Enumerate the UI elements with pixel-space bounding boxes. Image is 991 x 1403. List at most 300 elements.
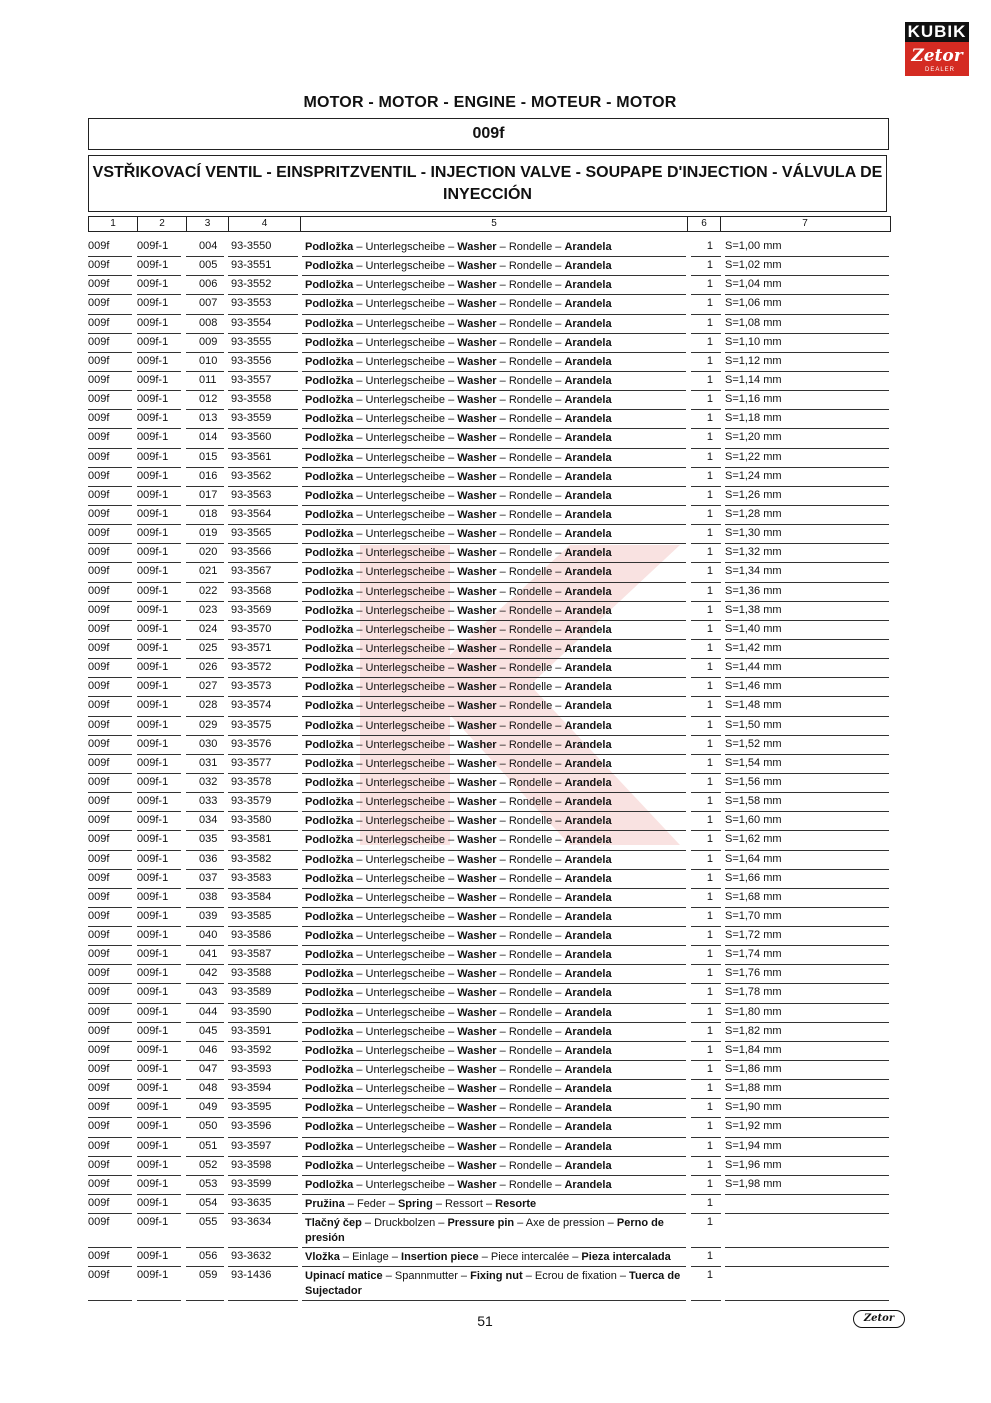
name-cz: Podložka [305, 1121, 354, 1134]
cell-quantity [691, 927, 721, 946]
cell-description: Podložka – Unterlegscheibe – Washer – Rondelle – Arandela [302, 238, 686, 257]
name-fr: Rondelle [508, 834, 553, 847]
cell-quantity [691, 697, 721, 716]
name-de: Unterlegscheibe [365, 489, 446, 502]
cell-part-number [228, 353, 298, 372]
part-number: 93-3556 [231, 354, 272, 367]
note: S=1,52 mm [725, 737, 782, 750]
group-code: 009f [88, 641, 110, 654]
cell-note [725, 831, 889, 850]
name-cz: Podložka [305, 719, 354, 732]
note: S=1,04 mm [725, 278, 782, 291]
cell-quantity [691, 755, 721, 774]
cell-position [186, 927, 224, 946]
cell-group [88, 908, 132, 927]
figure-code: 009f-1 [137, 1139, 169, 1152]
cell-description: Podložka – Unterlegscheibe – Washer – Rondelle – Arandela [302, 1157, 686, 1176]
logo-zetor-text: Zetor [911, 46, 963, 66]
page-number: 51 [477, 1313, 493, 1329]
cell-quantity [691, 334, 721, 353]
part-number: 93-3590 [231, 1005, 272, 1018]
note: S=1,28 mm [725, 507, 782, 520]
cell-figure [137, 391, 181, 410]
name-de: Unterlegscheibe [365, 891, 446, 904]
cell-figure [137, 1080, 181, 1099]
cell-description: Podložka – Unterlegscheibe – Washer – Rondelle – Arandela [302, 1004, 686, 1023]
cell-position [186, 1267, 224, 1301]
note: S=1,58 mm [725, 795, 782, 808]
name-de: Unterlegscheibe [365, 930, 446, 943]
name-de: Unterlegscheibe [365, 547, 446, 560]
name-es: Arandela [564, 796, 612, 809]
cell-description: Podložka – Unterlegscheibe – Washer – Rondelle – Arandela [302, 870, 686, 889]
cell-note [725, 1004, 889, 1023]
part-number: 93-3599 [231, 1177, 272, 1190]
cell-group [88, 927, 132, 946]
position-number: 056 [199, 1250, 218, 1263]
cell-description: Podložka – Unterlegscheibe – Washer – Rondelle – Arandela [302, 506, 686, 525]
table-row [88, 908, 889, 927]
name-cz: Upinací matice [305, 1270, 383, 1283]
cell-description: Podložka – Unterlegscheibe – Washer – Rondelle – Arandela [302, 372, 686, 391]
cell-figure [137, 984, 181, 1003]
cell-group [88, 736, 132, 755]
name-en: Washer [457, 776, 497, 789]
quantity: 1 [706, 1269, 713, 1282]
cell-group [88, 1195, 132, 1214]
position-number: 055 [199, 1216, 218, 1229]
cell-description: Podložka – Unterlegscheibe – Washer – Rondelle – Arandela [302, 602, 686, 621]
group-code: 009f [88, 756, 110, 769]
name-de: Unterlegscheibe [365, 566, 446, 579]
name-en: Washer [457, 757, 497, 770]
name-de: Unterlegscheibe [365, 623, 446, 636]
part-number: 93-3592 [231, 1043, 272, 1056]
cell-note [725, 946, 889, 965]
cell-note [725, 678, 889, 697]
quantity: 1 [706, 335, 713, 348]
name-de: Unterlegscheibe [365, 834, 446, 847]
cell-part-number [228, 984, 298, 1003]
name-de: Unterlegscheibe [365, 585, 446, 598]
cell-group [88, 295, 132, 314]
name-fr: Rondelle [508, 279, 553, 292]
quantity: 1 [706, 393, 713, 406]
cell-position [186, 1118, 224, 1137]
footer-zetor-logo: Zetor [853, 1310, 905, 1328]
name-fr: Rondelle [508, 1083, 553, 1096]
table-row [88, 602, 889, 621]
note: S=1,96 mm [725, 1158, 782, 1171]
group-code: 009f [88, 1158, 110, 1171]
cell-description: Podložka – Unterlegscheibe – Washer – Rondelle – Arandela [302, 1061, 686, 1080]
note: S=1,60 mm [725, 814, 782, 827]
name-de: Unterlegscheibe [365, 1102, 446, 1115]
name-fr: Rondelle [508, 738, 553, 751]
name-es: Arandela [564, 700, 612, 713]
cell-group [88, 315, 132, 334]
cell-position [186, 1157, 224, 1176]
name-de: Unterlegscheibe [365, 394, 446, 407]
figure-code: 009f-1 [137, 373, 169, 386]
name-de: Unterlegscheibe [365, 853, 446, 866]
quantity: 1 [706, 316, 713, 329]
cell-position [186, 276, 224, 295]
note: S=1,78 mm [725, 986, 782, 999]
cell-quantity [691, 487, 721, 506]
cell-group [88, 525, 132, 544]
cell-figure [137, 908, 181, 927]
cell-part-number [228, 831, 298, 850]
table-row [88, 1214, 889, 1248]
cell-group [88, 1023, 132, 1042]
part-number: 93-3593 [231, 1063, 272, 1076]
cell-figure [137, 1214, 181, 1248]
cell-part-number [228, 1099, 298, 1118]
figure-code: 009f-1 [137, 775, 169, 788]
cell-group [88, 429, 132, 448]
note: S=1,00 mm [725, 240, 782, 252]
name-cz: Podložka [305, 662, 354, 675]
name-en: Washer [457, 815, 497, 828]
cell-group [88, 583, 132, 602]
table-row [88, 755, 889, 774]
cell-figure [137, 525, 181, 544]
cell-quantity [691, 659, 721, 678]
cell-group [88, 1099, 132, 1118]
cell-quantity [691, 640, 721, 659]
cell-note [725, 1061, 889, 1080]
cell-description: Tlačný čep – Druckbolzen – Pressure pin – Axe de pression – Perno de presión [302, 1214, 686, 1248]
name-es: Tuerca de Sujectador [305, 1270, 681, 1298]
cell-quantity [691, 984, 721, 1003]
table-row [88, 1157, 889, 1176]
name-fr: Rondelle [508, 815, 553, 828]
part-number: 93-3555 [231, 335, 272, 348]
group-code: 009f [88, 488, 110, 501]
note: S=1,16 mm [725, 393, 782, 406]
name-es: Arandela [564, 623, 612, 636]
cell-figure [137, 717, 181, 736]
cell-figure [137, 372, 181, 391]
table-row [88, 1080, 889, 1099]
cell-position [186, 372, 224, 391]
quantity: 1 [706, 1043, 713, 1056]
name-en: Washer [457, 623, 497, 636]
cell-figure [137, 315, 181, 334]
table-row [88, 353, 889, 372]
name-de: Einlage [352, 1251, 389, 1264]
cell-quantity [691, 946, 721, 965]
name-fr: Rondelle [508, 432, 553, 445]
cell-figure [137, 1267, 181, 1301]
cell-part-number [228, 697, 298, 716]
position-number: 027 [199, 680, 218, 693]
name-fr: Rondelle [508, 1159, 553, 1172]
name-cz: Podložka [305, 1140, 354, 1153]
quantity: 1 [706, 1250, 713, 1263]
name-de: Unterlegscheibe [365, 260, 446, 273]
cell-quantity [691, 678, 721, 697]
name-cz: Podložka [305, 872, 354, 885]
name-fr: Rondelle [508, 374, 553, 387]
cell-position [186, 525, 224, 544]
cell-description: Pružina – Feder – Spring – Ressort – Resorte [302, 1195, 686, 1214]
cell-note [725, 621, 889, 640]
position-number: 010 [199, 354, 218, 367]
cell-part-number [228, 583, 298, 602]
cell-position [186, 697, 224, 716]
part-number: 93-1436 [231, 1269, 272, 1282]
name-cz: Podložka [305, 853, 354, 866]
note: S=1,50 mm [725, 718, 782, 731]
cell-figure [137, 602, 181, 621]
cell-note [725, 697, 889, 716]
cell-figure [137, 640, 181, 659]
name-fr: Rondelle [508, 298, 553, 311]
name-cz: Podložka [305, 796, 354, 809]
position-number: 031 [199, 756, 218, 769]
name-fr: Rondelle [508, 604, 553, 617]
note: S=1,86 mm [725, 1063, 782, 1076]
part-number: 93-3589 [231, 986, 272, 999]
group-code: 009f [88, 814, 110, 827]
cell-quantity [691, 774, 721, 793]
note: S=1,44 mm [725, 661, 782, 674]
name-fr: Rondelle [508, 394, 553, 407]
name-cz: Podložka [305, 298, 354, 311]
name-de: Unterlegscheibe [365, 508, 446, 521]
cell-note [725, 391, 889, 410]
name-es: Arandela [564, 1025, 612, 1038]
note: S=1,26 mm [725, 488, 782, 501]
table-row [88, 717, 889, 736]
cell-description: Podložka – Unterlegscheibe – Washer – Rondelle – Arandela [302, 678, 686, 697]
table-row [88, 295, 889, 314]
name-cz: Podložka [305, 355, 354, 368]
cell-description: Podložka – Unterlegscheibe – Washer – Rondelle – Arandela [302, 1080, 686, 1099]
name-es: Arandela [564, 681, 612, 694]
part-number: 93-3577 [231, 756, 272, 769]
cell-position [186, 678, 224, 697]
cell-position [186, 1176, 224, 1195]
name-en: Washer [457, 1159, 497, 1172]
name-fr: Rondelle [508, 355, 553, 368]
figure-code: 009f-1 [137, 737, 169, 750]
name-de: Unterlegscheibe [365, 662, 446, 675]
name-de: Unterlegscheibe [365, 681, 446, 694]
note: S=1,64 mm [725, 852, 782, 865]
position-number: 048 [199, 1082, 218, 1095]
quantity: 1 [706, 412, 713, 425]
cell-position [186, 295, 224, 314]
quantity: 1 [706, 967, 713, 980]
cell-group [88, 238, 132, 257]
cell-part-number [228, 736, 298, 755]
name-fr: Rondelle [508, 700, 553, 713]
note: S=1,12 mm [725, 354, 782, 367]
cell-part-number [228, 870, 298, 889]
position-number: 038 [199, 890, 218, 903]
cell-note [725, 602, 889, 621]
name-en: Washer [457, 355, 497, 368]
cell-description: Podložka – Unterlegscheibe – Washer – Rondelle – Arandela [302, 487, 686, 506]
group-code: 009f [88, 1216, 110, 1229]
cell-part-number [228, 544, 298, 563]
cell-quantity [691, 525, 721, 544]
part-number: 93-3586 [231, 929, 272, 942]
cell-note [725, 410, 889, 429]
name-de: Unterlegscheibe [365, 1044, 446, 1057]
name-es: Arandela [564, 547, 612, 560]
table-row [88, 487, 889, 506]
name-de: Unterlegscheibe [365, 1121, 446, 1134]
quantity: 1 [706, 603, 713, 616]
name-en: Washer [457, 585, 497, 598]
cell-note [725, 736, 889, 755]
note: S=1,18 mm [725, 412, 782, 425]
cell-part-number [228, 1118, 298, 1137]
cell-note [725, 984, 889, 1003]
cell-note [725, 1138, 889, 1157]
table-row [88, 812, 889, 831]
table-row [88, 678, 889, 697]
quantity: 1 [706, 1177, 713, 1190]
cell-figure [137, 851, 181, 870]
name-en: Washer [457, 1044, 497, 1057]
group-code: 009f [88, 833, 110, 846]
position-number: 015 [199, 450, 218, 463]
position-number: 030 [199, 737, 218, 750]
name-en: Washer [457, 336, 497, 349]
cell-group [88, 1061, 132, 1080]
name-cz: Podložka [305, 738, 354, 751]
cell-part-number [228, 315, 298, 334]
note: S=1,80 mm [725, 1005, 782, 1018]
name-fr: Rondelle [508, 796, 553, 809]
figure-code: 009f-1 [137, 699, 169, 712]
cell-position [186, 468, 224, 487]
figure-code: 009f-1 [137, 412, 169, 425]
cell-part-number [228, 889, 298, 908]
figure-code: 009f-1 [137, 546, 169, 559]
name-en: Washer [457, 604, 497, 617]
name-en: Washer [457, 1006, 497, 1019]
name-cz: Podložka [305, 508, 354, 521]
name-es: Arandela [564, 910, 612, 923]
name-fr: Rondelle [508, 528, 553, 541]
cell-part-number [228, 1248, 298, 1267]
part-number: 93-3574 [231, 699, 272, 712]
part-number: 93-3560 [231, 431, 272, 444]
name-cz: Podložka [305, 1025, 354, 1038]
cell-quantity [691, 1248, 721, 1267]
name-en: Fixing nut [470, 1270, 523, 1283]
cell-description: Podložka – Unterlegscheibe – Washer – Rondelle – Arandela [302, 812, 686, 831]
cell-note [725, 717, 889, 736]
position-number: 025 [199, 641, 218, 654]
table-row [88, 449, 889, 468]
cell-figure [137, 621, 181, 640]
cell-group [88, 870, 132, 889]
quantity: 1 [706, 259, 713, 272]
note: S=1,82 mm [725, 1024, 782, 1037]
name-fr: Rondelle [508, 451, 553, 464]
position-number: 042 [199, 967, 218, 980]
part-number: 93-3564 [231, 507, 272, 520]
note: S=1,74 mm [725, 948, 782, 961]
table-row [88, 965, 889, 984]
cell-figure [137, 1118, 181, 1137]
part-number: 93-3553 [231, 297, 272, 310]
cell-position [186, 1080, 224, 1099]
cell-figure [137, 487, 181, 506]
cell-note [725, 755, 889, 774]
cell-figure [137, 946, 181, 965]
cell-note [725, 851, 889, 870]
cell-part-number [228, 1138, 298, 1157]
cell-part-number [228, 1042, 298, 1061]
cell-quantity [691, 602, 721, 621]
position-number: 005 [199, 259, 218, 272]
name-cz: Podložka [305, 432, 354, 445]
name-cz: Podložka [305, 241, 354, 253]
cell-position [186, 889, 224, 908]
note: S=1,76 mm [725, 967, 782, 980]
name-en: Washer [457, 796, 497, 809]
cell-group [88, 659, 132, 678]
name-es: Arandela [564, 260, 612, 273]
figure-code: 009f-1 [137, 1024, 169, 1037]
part-number: 93-3551 [231, 259, 272, 272]
note: S=1,92 mm [725, 1120, 782, 1133]
figure-code: 009f-1 [137, 641, 169, 654]
cell-part-number [228, 372, 298, 391]
cell-note [725, 238, 889, 257]
cell-part-number [228, 678, 298, 697]
note [725, 1248, 889, 1250]
table-row [88, 315, 889, 334]
position-number: 033 [199, 795, 218, 808]
figure-code: 009f-1 [137, 335, 169, 348]
table-row [88, 736, 889, 755]
table-row [88, 525, 889, 544]
name-cz: Podložka [305, 623, 354, 636]
cell-part-number [228, 391, 298, 410]
cell-quantity [691, 851, 721, 870]
part-number: 93-3598 [231, 1158, 272, 1171]
table-row [88, 391, 889, 410]
position-number: 052 [199, 1158, 218, 1171]
cell-description: Podložka – Unterlegscheibe – Washer – Rondelle – Arandela [302, 1099, 686, 1118]
part-number: 93-3573 [231, 680, 272, 693]
figure-code: 009f-1 [137, 450, 169, 463]
name-de: Unterlegscheibe [365, 1025, 446, 1038]
group-code: 009f [88, 737, 110, 750]
part-number: 93-3571 [231, 641, 272, 654]
quantity: 1 [706, 775, 713, 788]
cell-group [88, 1080, 132, 1099]
table-row [88, 793, 889, 812]
table-row [88, 506, 889, 525]
group-code: 009f [88, 1120, 110, 1133]
cell-group [88, 1042, 132, 1061]
cell-quantity [691, 468, 721, 487]
cell-position [186, 659, 224, 678]
cell-description: Podložka – Unterlegscheibe – Washer – Rondelle – Arandela [302, 1042, 686, 1061]
name-cz: Podložka [305, 566, 354, 579]
cell-figure [137, 870, 181, 889]
